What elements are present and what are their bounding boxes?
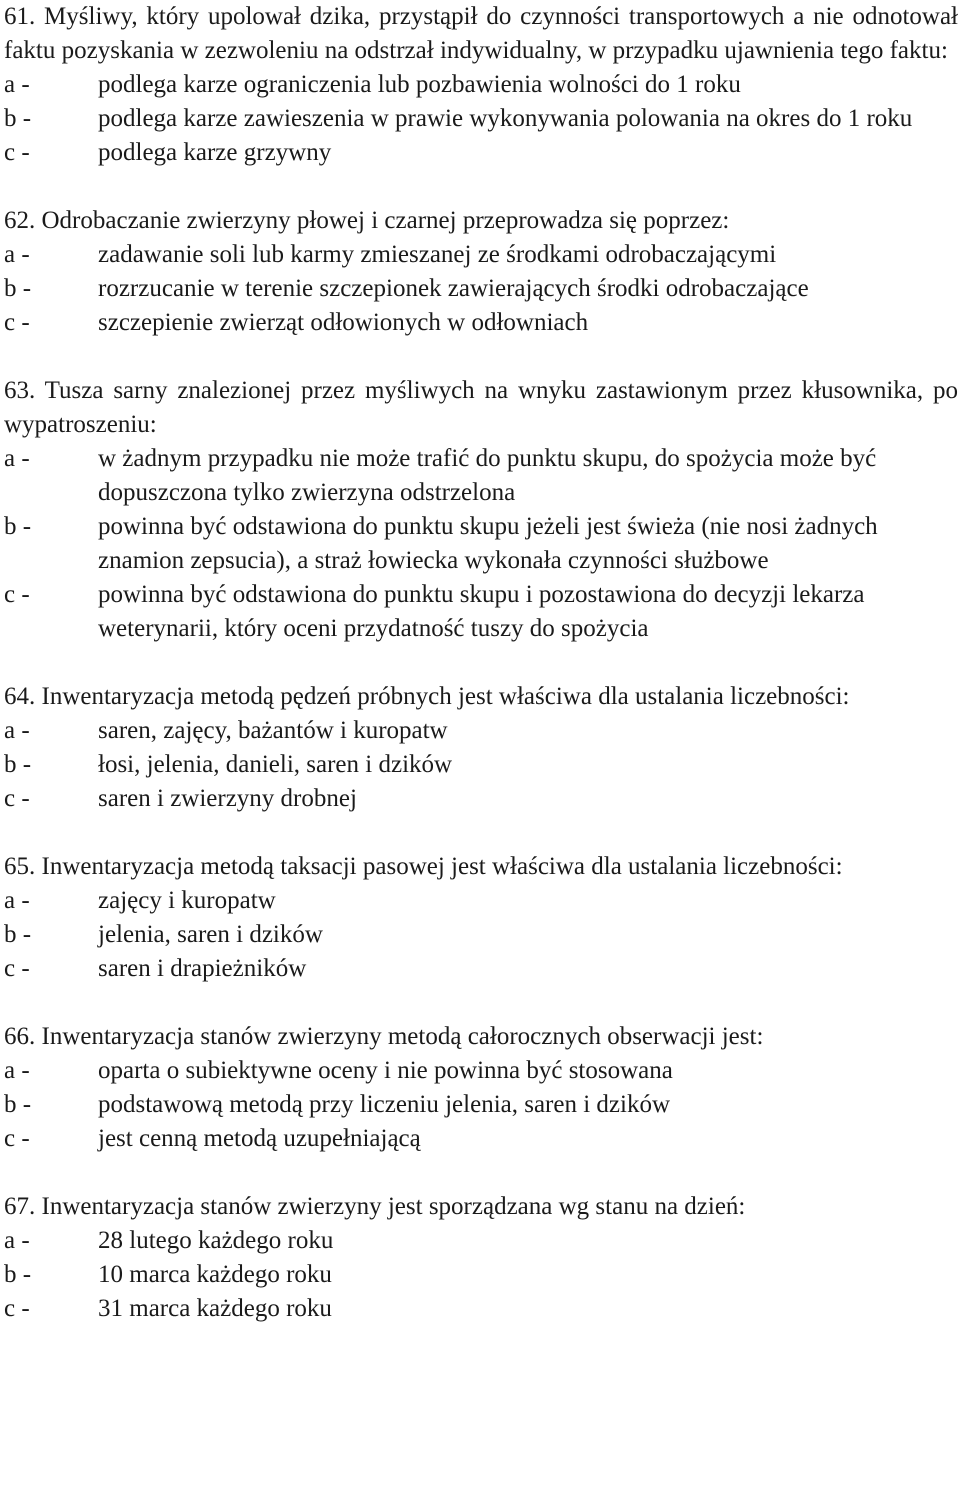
question-61: [4, 0, 958, 170]
option-text: jest cenną metodą uzupełniającą: [98, 1125, 421, 1152]
answer-option-c: [4, 578, 958, 646]
option-text: 28 lutego każdego roku: [98, 1227, 334, 1254]
option-text: zajęcy i kuropatw: [98, 887, 276, 914]
option-text: szczepienie zwierząt odłowionych w odłowniach: [98, 309, 589, 336]
answer-option-c: [4, 136, 958, 170]
option-text: podlega karze grzywny: [98, 139, 332, 166]
answer-option-a: [4, 442, 958, 510]
option-letter: b -: [4, 1261, 32, 1288]
option-letter: b -: [4, 1091, 32, 1118]
option-text: saren, zajęcy, bażantów i kuropatw: [98, 717, 448, 744]
answer-option-c: [4, 1292, 958, 1326]
option-letter: b -: [4, 751, 32, 778]
option-letter: c -: [4, 309, 30, 336]
option-text: podstawową metodą przy liczeniu jelenia, saren i dzików: [98, 1091, 671, 1118]
option-letter: a -: [4, 445, 30, 472]
answer-option-a: [4, 884, 958, 918]
option-text: w żadnym przypadku nie może trafić do punktu skupu, do spożycia może być dopuszczona tylko zwierzyna odstrzelona: [98, 445, 877, 506]
answer-option-a: [4, 1054, 958, 1088]
option-letter: c -: [4, 1125, 30, 1152]
option-letter: b -: [4, 513, 32, 540]
answer-option-a: [4, 68, 958, 102]
answer-option-a: [4, 714, 958, 748]
option-text: powinna być odstawiona do punktu skupu jeżeli jest świeża (nie nosi żadnych znamion zepsucia), a straż łowiecka wykonała czynności służbowe: [98, 513, 878, 574]
option-text: łosi, jelenia, danieli, saren i dzików: [98, 751, 453, 778]
question-stem: 66. Inwentaryzacja stanów zwierzyny metodą całorocznych obserwacji jest:: [4, 1023, 764, 1050]
answer-option-a: [4, 1224, 958, 1258]
question-66: [4, 1020, 958, 1156]
option-text: rozrzucanie w terenie szczepionek zawierających środki odrobaczające: [98, 275, 809, 302]
option-letter: a -: [4, 887, 30, 914]
question-stem: 61. Myśliwy, który upolował dzika, przystąpił do czynności transportowych a nie odnotował faktu pozyskania w zezwoleniu na odstrzał indywidualny, w przypadku ujawnienia tego faktu:: [4, 3, 958, 64]
option-letter: c -: [4, 581, 30, 608]
option-letter: a -: [4, 71, 30, 98]
option-text: podlega karze ograniczenia lub pozbawienia wolności do 1 roku: [98, 71, 741, 98]
answer-option-c: [4, 1122, 958, 1156]
question-63: [4, 374, 958, 646]
option-letter: c -: [4, 785, 30, 812]
question-stem: 64. Inwentaryzacja metodą pędzeń próbnych jest właściwa dla ustalania liczebności:: [4, 683, 850, 710]
question-62: [4, 204, 958, 340]
option-letter: c -: [4, 955, 30, 982]
option-letter: a -: [4, 241, 30, 268]
answer-option-a: [4, 238, 958, 272]
answer-option-c: [4, 952, 958, 986]
question-stem: 67. Inwentaryzacja stanów zwierzyny jest sporządzana wg stanu na dzień:: [4, 1193, 746, 1220]
answer-option-c: [4, 782, 958, 816]
option-text: 31 marca każdego roku: [98, 1295, 332, 1322]
answer-option-b: [4, 1258, 958, 1292]
option-letter: b -: [4, 275, 32, 302]
option-letter: a -: [4, 1057, 30, 1084]
option-letter: b -: [4, 105, 32, 132]
answer-option-b: [4, 918, 958, 952]
option-text: 10 marca każdego roku: [98, 1261, 332, 1288]
question-stem: 65. Inwentaryzacja metodą taksacji pasowej jest właściwa dla ustalania liczebności:: [4, 853, 843, 880]
option-text: powinna być odstawiona do punktu skupu i pozostawiona do decyzji lekarza weterynarii, który oceni przydatność tuszy do spożycia: [98, 581, 865, 642]
answer-option-b: [4, 748, 958, 782]
option-text: saren i drapieżników: [98, 955, 307, 982]
answer-option-b: [4, 1088, 958, 1122]
option-text: zadawanie soli lub karmy zmieszanej ze środkami odrobaczającymi: [98, 241, 777, 268]
option-letter: a -: [4, 1227, 30, 1254]
answer-option-b: [4, 510, 958, 578]
option-letter: a -: [4, 717, 30, 744]
answer-option-b: [4, 102, 958, 136]
option-letter: b -: [4, 921, 32, 948]
option-text: saren i zwierzyny drobnej: [98, 785, 357, 812]
option-text: podlega karze zawieszenia w prawie wykonywania polowania na okres do 1 roku: [98, 105, 913, 132]
question-67: [4, 1190, 958, 1326]
option-text: jelenia, saren i dzików: [98, 921, 323, 948]
option-letter: c -: [4, 139, 30, 166]
answer-option-b: [4, 272, 958, 306]
option-letter: c -: [4, 1295, 30, 1322]
question-stem: 63. Tusza sarny znalezionej przez myśliwych na wnyku zastawionym przez kłusownika, po wypatroszeniu:: [4, 377, 958, 438]
question-64: [4, 680, 958, 816]
answer-option-c: [4, 306, 958, 340]
option-text: oparta o subiektywne oceny i nie powinna być stosowana: [98, 1057, 673, 1084]
question-stem: 62. Odrobaczanie zwierzyny płowej i czarnej przeprowadza się poprzez:: [4, 207, 730, 234]
question-65: [4, 850, 958, 986]
